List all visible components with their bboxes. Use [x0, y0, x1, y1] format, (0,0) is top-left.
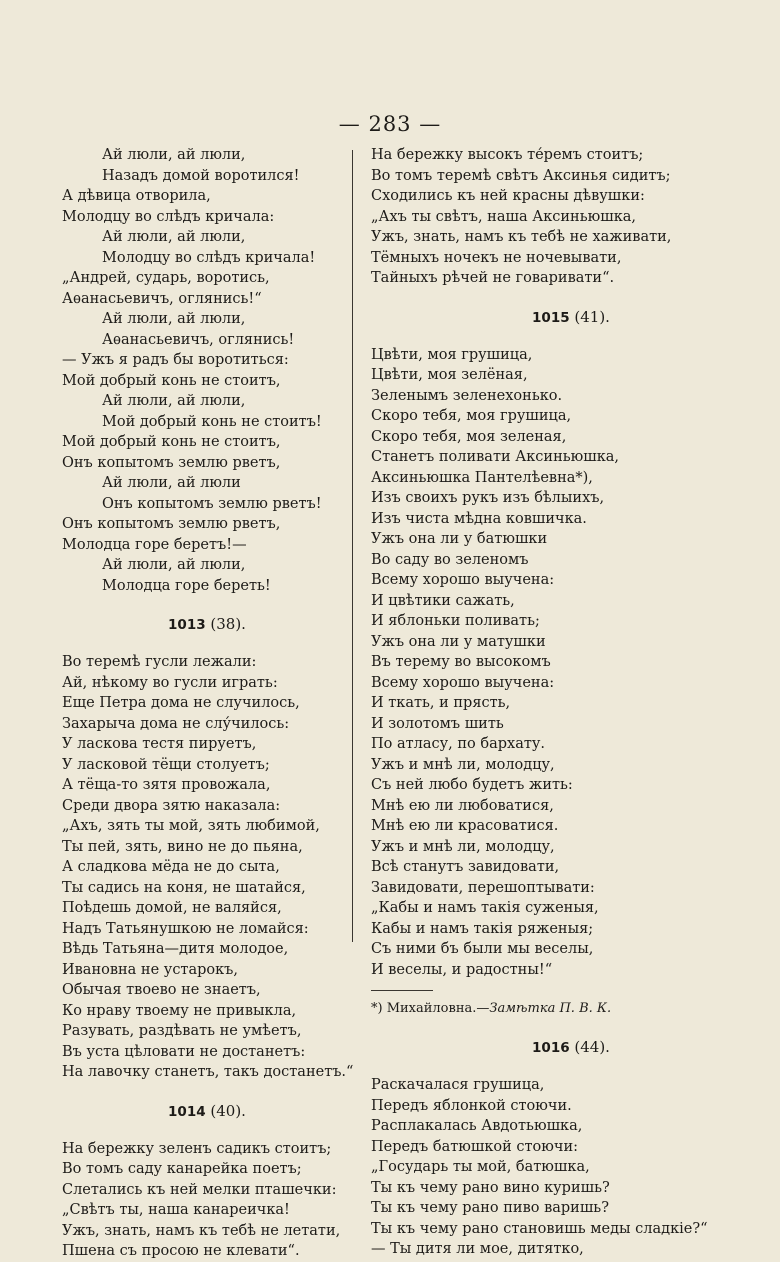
- verse-line: Кабы и намъ такія ряженыя;: [371, 920, 594, 937]
- verse-line: Ивановна не устарокъ,: [62, 961, 239, 978]
- verse-line: Въ терему во высокомъ: [371, 654, 551, 670]
- footnote-source: Замѣтка П. В. К.: [489, 1001, 612, 1016]
- verse-line: Скоро тебя, моя зеленая,: [371, 428, 567, 445]
- verse-line: Назадъ домой воротился!: [102, 167, 300, 184]
- section-ref: (44).: [574, 1038, 610, 1056]
- song-1014: [62, 1139, 352, 1262]
- verse-line: У ласковой тёщи столуетъ;: [62, 756, 270, 773]
- page-number: — 283 —: [338, 112, 442, 136]
- song-1013: [62, 652, 352, 1083]
- section-title-1015: [371, 307, 771, 327]
- verse-line: Слетались къ ней мелки пташечки:: [62, 1181, 337, 1198]
- verse-line: Цвѣти, моя зелёная,: [371, 367, 528, 383]
- verse-line: Надъ Татьянушкою не ломайся:: [62, 920, 309, 937]
- verse-line: Расплакалась Авдотьюшка,: [371, 1118, 583, 1134]
- verse-line: Всему хорошо выучена:: [371, 674, 555, 691]
- verse-line: Аѳанасьевичъ, оглянись!: [102, 331, 295, 348]
- song-1015: [371, 345, 771, 981]
- verse-line: Захарыча дома не слу́чилось:: [62, 715, 290, 732]
- verse-line: На бережку зеленъ садикъ стоитъ;: [62, 1140, 332, 1157]
- right-column: [371, 145, 771, 1260]
- verse-line: Ужъ она ли у батюшки: [371, 531, 548, 547]
- continued-verse: [371, 145, 771, 289]
- section-ref: (41).: [574, 307, 610, 326]
- verse-line: Скоро тебя, моя грушица,: [371, 408, 572, 424]
- verse-line: Молодца горе береть!: [102, 577, 271, 594]
- verse-line: Разувать, раздѣвать не умѣетъ,: [62, 1023, 302, 1039]
- verse-line: Ужъ и мнѣ ли, молодцу,: [371, 838, 555, 855]
- song-1016: [371, 1075, 771, 1260]
- footnote-rule: [371, 990, 433, 991]
- verse-line: На лавочку станетъ, такъ достанетъ.“: [62, 1064, 354, 1080]
- verse-line: И веселы, и радостны!“: [371, 961, 553, 978]
- verse-line: „Андрей, сударь, воротись,: [62, 270, 270, 286]
- verse-line: Молодцу во слѣдъ кричала:: [62, 208, 275, 225]
- verse-line: — Ужъ я радъ бы воротиться:: [62, 352, 289, 368]
- verse-line: Ужъ, знать, намъ къ тебѣ не летати,: [62, 1222, 341, 1239]
- verse-line: Во теремѣ гусли лежали:: [62, 654, 257, 670]
- verse-line: Обычая твоево не знаетъ,: [62, 982, 261, 998]
- verse-line: Ай люли, ай люли,: [102, 393, 246, 409]
- verse-line: Ты къ чему рано становишь меды сладкіе?“: [371, 1220, 708, 1237]
- verse-line: Ужъ и мнѣ ли, молодцу,: [371, 756, 555, 773]
- verse-line: Зеленымъ зеленехонько.: [371, 387, 563, 404]
- verse-line: А тёща-то зятя провожала,: [62, 777, 271, 793]
- verse-line: Изъ чиста мѣдна ковшичка.: [371, 510, 587, 527]
- verse-line: Въ уста цѣловати не достанетъ:: [62, 1043, 306, 1060]
- verse-line: И яблоньки поливать;: [371, 613, 540, 629]
- verse-line: Аксиньюшка Пантелѣевна*),: [371, 469, 593, 486]
- verse-line: По атласу, по бархату.: [371, 736, 546, 752]
- verse-line: Пшена съ просою не клевати“.: [62, 1243, 300, 1259]
- verse-line: Мнѣ ею ли любоватися,: [371, 797, 554, 814]
- verse-line: Всему хорошо выучена:: [371, 572, 555, 588]
- section-title-1013: [62, 614, 352, 634]
- verse-line: Сходились къ ней красны дѣвушки:: [371, 188, 645, 204]
- section-number: 1013: [168, 617, 206, 633]
- verse-line: Изъ своихъ рукъ изъ бѣлыихъ,: [371, 490, 605, 506]
- verse-line: Ужъ она ли у матушки: [371, 633, 546, 650]
- verse-line: Ай люли, ай люли,: [102, 147, 246, 163]
- verse-line: Тёмныхъ ночекъ не ночевывати,: [371, 249, 622, 266]
- verse-line: Ты пей, зять, вино не до пьяна,: [62, 838, 303, 855]
- verse-line: И ткать, и прясть,: [371, 695, 511, 711]
- verse-line: А дѣвица отворила,: [62, 188, 211, 204]
- verse-line: Молодцу во слѣдъ кричала!: [102, 249, 316, 266]
- verse-line: Онъ копытомъ землю рветъ,: [62, 516, 281, 532]
- verse-line: Ай, нѣкому во гусли играть:: [62, 674, 278, 691]
- verse-line: Ай люли, ай люли: [102, 475, 241, 491]
- footnote: [371, 999, 771, 1019]
- verse-line: Мой добрый конь не стоитъ!: [102, 413, 322, 430]
- verse-line: Ай люли, ай люли,: [102, 557, 246, 573]
- section-number: 1014: [168, 1103, 206, 1120]
- verse-line: Еще Петра дома не случилось,: [62, 695, 300, 711]
- verse-line: — Ты дитя ли мое, дитятко,: [371, 1241, 584, 1257]
- verse-line: А сладкова мёда не до сыта,: [62, 859, 280, 875]
- verse-line: Аѳанасьевичъ, оглянись!“: [62, 290, 262, 307]
- verse-line: Мой добрый конь не стоитъ,: [62, 434, 281, 450]
- verse-line: Ай люли, ай люли,: [102, 229, 246, 245]
- verse-line: Тайныхъ рѣчей не говаривати“.: [371, 270, 615, 286]
- verse-line: Ты къ чему рано вино куришь?: [371, 1179, 610, 1196]
- verse-line: Завидовати, перешоптывати:: [371, 879, 595, 896]
- verse-line: „Свѣтъ ты, наша канареичка!: [62, 1202, 290, 1218]
- column-divider: [352, 150, 353, 942]
- verse-line: Поѣдешь домой, не валяйся,: [62, 900, 282, 916]
- verse-line: Во томъ саду канарейка поетъ;: [62, 1161, 302, 1177]
- left-column: [62, 145, 352, 1262]
- verse-line: Станетъ поливати Аксиньюшка,: [371, 449, 620, 465]
- verse-line: Цвѣти, моя грушица,: [371, 346, 533, 363]
- verse-line: Вѣдь Татьяна—дитя молодое,: [62, 941, 289, 957]
- verse-line: Молодца горе беретъ!—: [62, 536, 247, 553]
- verse-line: Передъ батюшкой стоючи:: [371, 1138, 579, 1155]
- verse-line: Среди двора зятю наказала:: [62, 797, 281, 814]
- verse-line: „Ахъ, зять ты мой, зять любимой,: [62, 818, 320, 834]
- verse-line: „Государь ты мой, батюшка,: [371, 1159, 590, 1175]
- verse-line: Мой добрый конь не стоитъ,: [62, 372, 281, 389]
- intro-verse: [62, 145, 352, 596]
- section-ref: (38).: [210, 615, 246, 633]
- footnote-text: *) Михайловна.—: [371, 1001, 490, 1016]
- verse-line: Ай люли, ай люли,: [102, 311, 246, 327]
- verse-line: Во саду во зеленомъ: [371, 551, 529, 568]
- section-title-1016: [371, 1037, 771, 1057]
- verse-line: У ласкова тестя пируетъ,: [62, 736, 257, 752]
- verse-line: Ты къ чему рано пиво варишь?: [371, 1200, 609, 1216]
- section-number: 1015: [532, 309, 570, 326]
- verse-line: Ужъ, знать, намъ къ тебѣ не хаживати,: [371, 229, 672, 245]
- verse-line: Ты садись на коня, не шатайся,: [62, 879, 306, 896]
- verse-line: Всѣ станутъ завидовати,: [371, 859, 560, 875]
- verse-line: Во томъ теремѣ свѣтъ Аксинья сидитъ;: [371, 167, 671, 184]
- verse-line: „Кабы и намъ такія суженыя,: [371, 900, 599, 916]
- verse-line: „Ахъ ты свѣтъ, наша Аксиньюшка,: [371, 208, 637, 225]
- verse-line: Онъ копытомъ землю рветъ!: [102, 495, 322, 512]
- section-title-1014: [62, 1101, 352, 1121]
- verse-line: Ко нраву твоему не привыкла,: [62, 1002, 297, 1019]
- verse-line: Раскачалася грушица,: [371, 1077, 545, 1093]
- verse-line: Онъ копытомъ землю рветъ,: [62, 454, 281, 471]
- verse-line: Мнѣ ею ли красоватися.: [371, 818, 559, 834]
- verse-line: И золотомъ шить: [371, 715, 504, 732]
- verse-line: На бережку высокъ те́ремъ стоитъ;: [371, 147, 644, 163]
- verse-line: И цвѣтики сажать,: [371, 592, 515, 609]
- section-number: 1016: [532, 1040, 570, 1056]
- verse-line: Передъ яблонкой стоючи.: [371, 1097, 572, 1114]
- verse-line: Съ ними бъ были мы веселы,: [371, 941, 594, 957]
- verse-line: Съ ней любо будетъ жить:: [371, 777, 573, 793]
- section-ref: (40).: [210, 1101, 246, 1120]
